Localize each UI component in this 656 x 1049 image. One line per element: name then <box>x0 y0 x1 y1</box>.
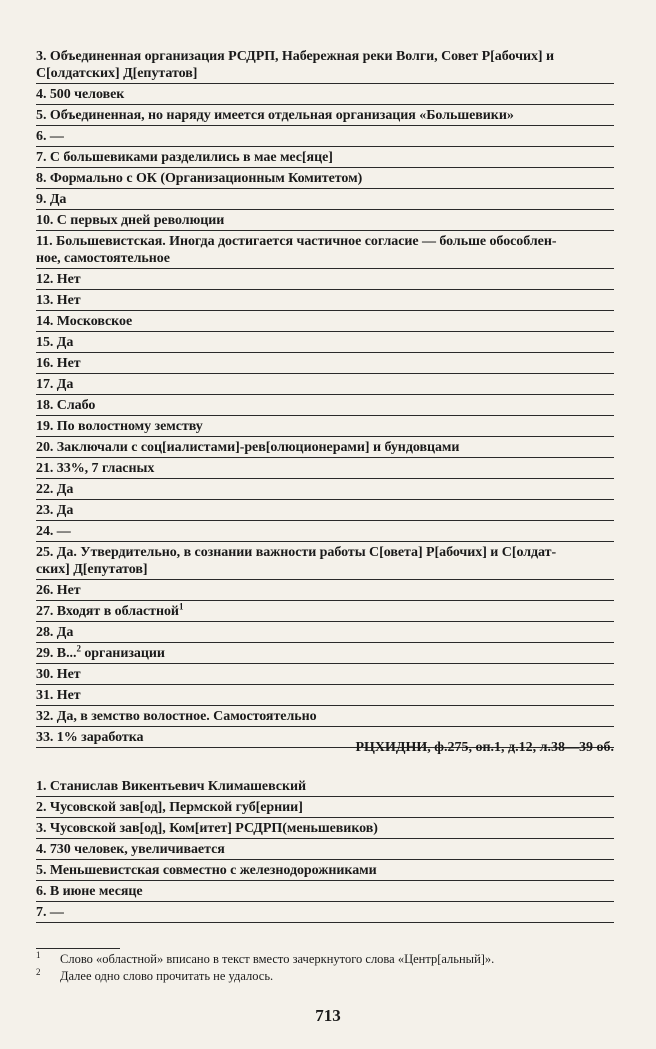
footnote-text: Слово «областной» вписано в текст вместо зачеркнутого слова «Центр[альный]». <box>60 952 495 966</box>
item-text: 33. 1% заработка <box>36 730 144 745</box>
list-item <box>36 189 614 210</box>
list-item <box>36 437 614 458</box>
list-item <box>36 311 614 332</box>
list-item <box>36 458 614 479</box>
item-text-tail: организации <box>80 646 165 661</box>
item-text: 6. В июне месяце <box>36 884 143 899</box>
list-item <box>36 500 614 521</box>
list-item <box>36 685 614 706</box>
item-text: 7. С большевиками разделились в мае мес[яце] <box>36 150 333 165</box>
item-text: 19. По волостному земству <box>36 419 203 434</box>
footnote <box>36 968 614 985</box>
item-text: 31. Нет <box>36 688 81 703</box>
item-text: 10. С первых дней революции <box>36 213 225 228</box>
answers-list-1 <box>36 46 614 748</box>
item-text <box>36 645 614 662</box>
list-item <box>36 881 614 902</box>
list-item <box>36 521 614 542</box>
item-text-main: 27. Входят в областной <box>36 604 179 619</box>
item-text: 20. Заключали с соц[иалистами]-рев[олюционерами] и бундовцами <box>36 440 460 455</box>
item-text: 23. Да <box>36 503 74 518</box>
list-item <box>36 706 614 727</box>
item-text: 3. Чусовской зав[од], Ком[итет] РСДРП(меньшевиков) <box>36 821 378 836</box>
list-item <box>36 105 614 126</box>
footnote-number: 2 <box>36 967 41 977</box>
list-item <box>36 860 614 881</box>
footnote-text: Далее одно слово прочитать не удалось. <box>60 969 274 983</box>
list-item <box>36 902 614 923</box>
list-item <box>36 797 614 818</box>
item-text: 7. — <box>36 905 64 920</box>
list-item <box>36 818 614 839</box>
list-item <box>36 601 614 622</box>
item-text-cont: С[олдатских] Д[епутатов] <box>36 66 198 81</box>
archive-source: РЦХИДНИ, ф.275, оп.1, д.12, л.38—39 об. <box>355 740 614 755</box>
footnote <box>36 951 614 968</box>
item-text: 26. Нет <box>36 583 81 598</box>
item-text: 18. Слабо <box>36 398 96 413</box>
list-item <box>36 664 614 685</box>
list-item <box>36 479 614 500</box>
item-text: 17. Да <box>36 377 74 392</box>
item-text: 4. 730 человек, увеличивается <box>36 842 225 857</box>
list-item <box>36 839 614 860</box>
list-item <box>36 46 614 84</box>
footnotes <box>36 951 614 985</box>
list-item <box>36 290 614 311</box>
item-text: 11. Большевистская. Иногда достигается частичное согласие — больше обособлен- <box>36 234 557 249</box>
item-text: 12. Нет <box>36 272 81 287</box>
list-item <box>36 353 614 374</box>
answers-list-2 <box>36 776 614 923</box>
item-text: 8. Формально с ОК (Организационным Комитетом) <box>36 171 363 186</box>
item-text-cont: ских] Д[епутатов] <box>36 562 148 577</box>
page-number: 713 <box>315 1006 341 1025</box>
list-item <box>36 622 614 643</box>
list-item <box>36 332 614 353</box>
item-text-cont: ное, самостоятельное <box>36 251 170 266</box>
item-text: 32. Да, в земство волостное. Самостоятельно <box>36 709 317 724</box>
item-text: 5. Объединенная, но наряду имеется отдельная организация «Большевики» <box>36 108 514 123</box>
item-text: 14. Московское <box>36 314 133 329</box>
list-item <box>36 374 614 395</box>
item-text: 24. — <box>36 524 71 539</box>
list-item <box>36 147 614 168</box>
item-text <box>36 603 614 620</box>
list-item <box>36 126 614 147</box>
item-text: 15. Да <box>36 335 74 350</box>
list-item <box>36 542 614 580</box>
list-item <box>36 416 614 437</box>
footnote-marker: 2 <box>76 643 81 654</box>
item-text: 21. 33%, 7 гласных <box>36 461 155 476</box>
item-text: 5. Меньшевистская совместно с железнодорожниками <box>36 863 377 878</box>
list-item <box>36 231 614 269</box>
item-text: 25. Да. Утвердительно, в сознании важности работы С[овета] Р[абочих] и С[олдат- <box>36 545 557 560</box>
list-item <box>36 580 614 601</box>
item-text: 13. Нет <box>36 293 81 308</box>
list-item <box>36 84 614 105</box>
item-text: 2. Чусовской зав[од], Пермской губ[ернии] <box>36 800 303 815</box>
item-text: 1. Станислав Викентьевич Климашевский <box>36 779 306 794</box>
item-text: 28. Да <box>36 625 74 640</box>
footnote-number: 1 <box>36 950 41 960</box>
list-item <box>36 168 614 189</box>
list-item <box>36 776 614 797</box>
list-item <box>36 210 614 231</box>
item-text: 22. Да <box>36 482 74 497</box>
item-text: 3. Объединенная организация РСДРП, Набережная реки Волги, Совет Р[абочих] и <box>36 49 554 64</box>
item-text: 9. Да <box>36 192 67 207</box>
list-item <box>36 643 614 664</box>
item-text: 6. — <box>36 129 64 144</box>
list-item <box>36 269 614 290</box>
item-text-main: 29. В... <box>36 646 77 661</box>
item-text: 30. Нет <box>36 667 81 682</box>
footnote-divider <box>36 948 120 949</box>
footnote-marker: 1 <box>178 601 184 612</box>
item-text: 16. Нет <box>36 356 81 371</box>
item-text: 4. 500 человек <box>36 87 125 102</box>
list-item <box>36 395 614 416</box>
